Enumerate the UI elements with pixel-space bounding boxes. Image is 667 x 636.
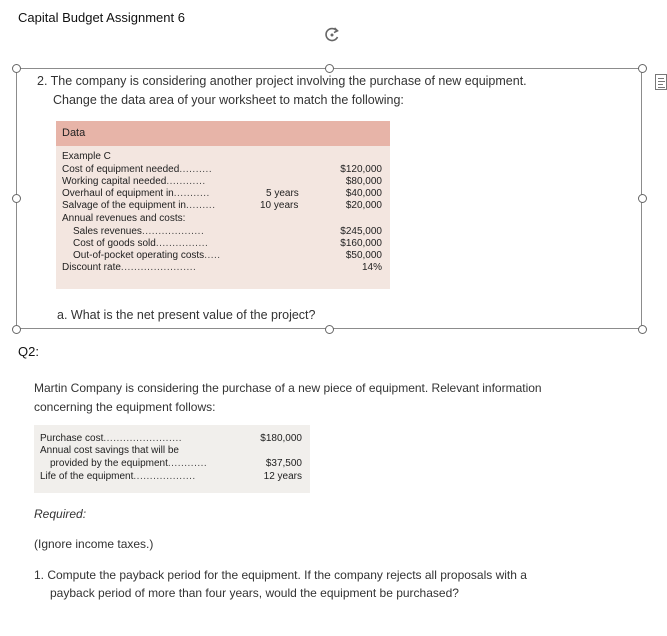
- table-row: Annual cost savings that will be: [40, 445, 179, 456]
- example-label: Example C: [62, 151, 111, 162]
- data-table: [56, 121, 390, 289]
- table-mid-value: 5 years: [266, 188, 299, 199]
- table-row: Cost of goods sold................: [73, 238, 209, 249]
- table-mid-value: 10 years: [260, 200, 299, 211]
- table-row: Working capital needed............: [62, 176, 206, 187]
- resize-handle-bottom-left[interactable]: [12, 325, 21, 334]
- table-row: Life of the equipment...................: [40, 471, 196, 482]
- table-value: $160,000: [340, 238, 382, 249]
- martin-data-table: [34, 425, 310, 493]
- table-row: Overhaul of equipment in...........: [62, 188, 210, 199]
- martin-paragraph-line-1: Martin Company is considering the purchase of a new piece of equipment. Relevant information: [34, 381, 542, 395]
- resize-handle-bottom-center[interactable]: [325, 325, 334, 334]
- resize-handle-top-right[interactable]: [638, 64, 647, 73]
- ignore-taxes-note: (Ignore income taxes.): [34, 537, 154, 551]
- table-row: provided by the equipment............: [50, 458, 208, 469]
- table-row: Salvage of the equipment in.........: [62, 200, 216, 211]
- table-value: $20,000: [345, 200, 382, 211]
- layout-options-icon[interactable]: [655, 74, 667, 90]
- table-value: 12 years: [263, 471, 302, 482]
- question-2-line-2: Change the data area of your worksheet to match the following:: [53, 93, 404, 107]
- table-row: Discount rate.......................: [62, 262, 197, 273]
- document-title: Capital Budget Assignment 6: [18, 10, 185, 25]
- resize-handle-middle-left[interactable]: [12, 194, 21, 203]
- resize-handle-top-left[interactable]: [12, 64, 21, 73]
- table-value: $37,500: [265, 458, 302, 469]
- rotate-handle-icon[interactable]: [321, 24, 343, 46]
- question-2-line-1: 2. The company is considering another project involving the purchase of new equipment.: [37, 74, 527, 88]
- item-1-line-2: payback period of more than four years, would the equipment be purchased?: [50, 586, 459, 600]
- table-value: $245,000: [340, 226, 382, 237]
- data-table-header: Data: [56, 121, 390, 146]
- table-row: Purchase cost........................: [40, 433, 183, 444]
- table-value: $50,000: [345, 250, 382, 261]
- table-value: $180,000: [260, 433, 302, 444]
- table-value: 14%: [361, 262, 382, 273]
- resize-handle-bottom-right[interactable]: [638, 325, 647, 334]
- annual-label: Annual revenues and costs:: [62, 213, 186, 224]
- required-label: Required:: [34, 507, 87, 521]
- table-value: $40,000: [345, 188, 382, 199]
- martin-paragraph-line-2: concerning the equipment follows:: [34, 400, 216, 414]
- q2-label: Q2:: [18, 344, 39, 359]
- resize-handle-middle-right[interactable]: [638, 194, 647, 203]
- item-1-line-1: 1. Compute the payback period for the equipment. If the company rejects all proposals with a: [34, 568, 527, 582]
- table-row: Out-of-pocket operating costs.....: [73, 250, 221, 261]
- table-row: Cost of equipment needed..........: [62, 164, 213, 175]
- table-value: $120,000: [340, 164, 382, 175]
- question-a: a. What is the net present value of the project?: [57, 308, 316, 322]
- table-value: $80,000: [345, 176, 382, 187]
- table-row: Sales revenues...................: [73, 226, 205, 237]
